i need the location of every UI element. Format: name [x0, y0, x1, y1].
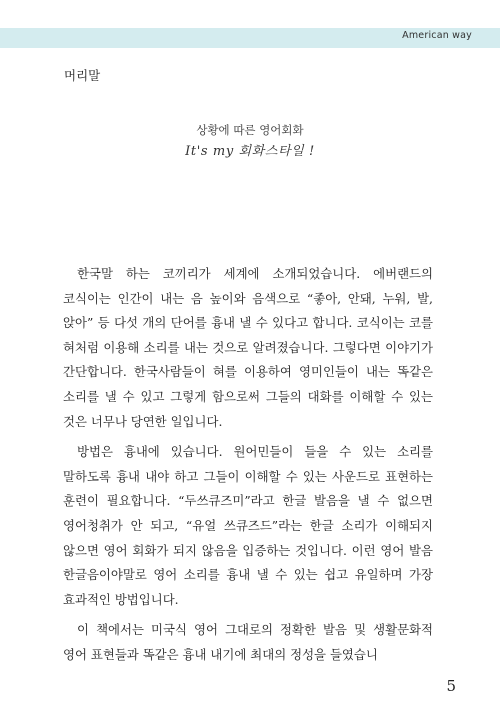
page-number: 5: [446, 677, 456, 695]
section-label: 머리말: [64, 68, 101, 83]
paragraph: 한국말 하는 코끼리가 세계에 소개되었습니다. 에버랜드의 코식이는 인간이 내는 음 높이와 음색으로 “좋아, 안돼, 누워, 발, 앉아” 등 다섯 개의 단어를 흉내 낼 수 있다고 합니다. 코식이는 코를 혀처럼 이용해 소리를 내는 것으로 알려졌습니다. 그렇다면 이야기가 간단합니다. 한국사람들이 혀를 이용하여 영미인들이 내는 똑같은 소리를 낼 수 있고 그렇게 함으로써 그들의 대화를 이해할 수 있는 것은 너무나 당연한 일입니다.: [63, 266, 433, 429]
paragraph: 방법은 흉내에 있습니다. 원어민들이 들을 수 있는 소리를 말하도록 흉내 내야 하고 그들이 이해할 수 있는 사운드로 표현하는 훈련이 필요합니다. “두쓰큐즈미”라고 한글 발음을 낼 수 없으면 영어청취가 안 되고, “유얼 쓰큐즈드”라는 한글 소리가 이해되지 않으면 영어 회화가 되지 않음을 입증하는 것입니다. 이런 영어 발음 한글음이야말로 영어 소리를 흉내 낼 수 있는 쉽고 유일하며 가장 효과적인 방법입니다.: [63, 444, 433, 607]
running-title: American way: [402, 30, 472, 41]
script-title: It's my 회화스타일 !: [185, 144, 315, 159]
paragraph: 이 책에서는 미국식 영어 그대로의 정확한 발음 및 생활문화적 영어 표현들과 똑같은 흉내 내기에 최대의 정성을 들였습니: [63, 622, 433, 662]
body-text: [63, 262, 433, 674]
subtitle: 상황에 따른 영어회화: [196, 123, 304, 137]
